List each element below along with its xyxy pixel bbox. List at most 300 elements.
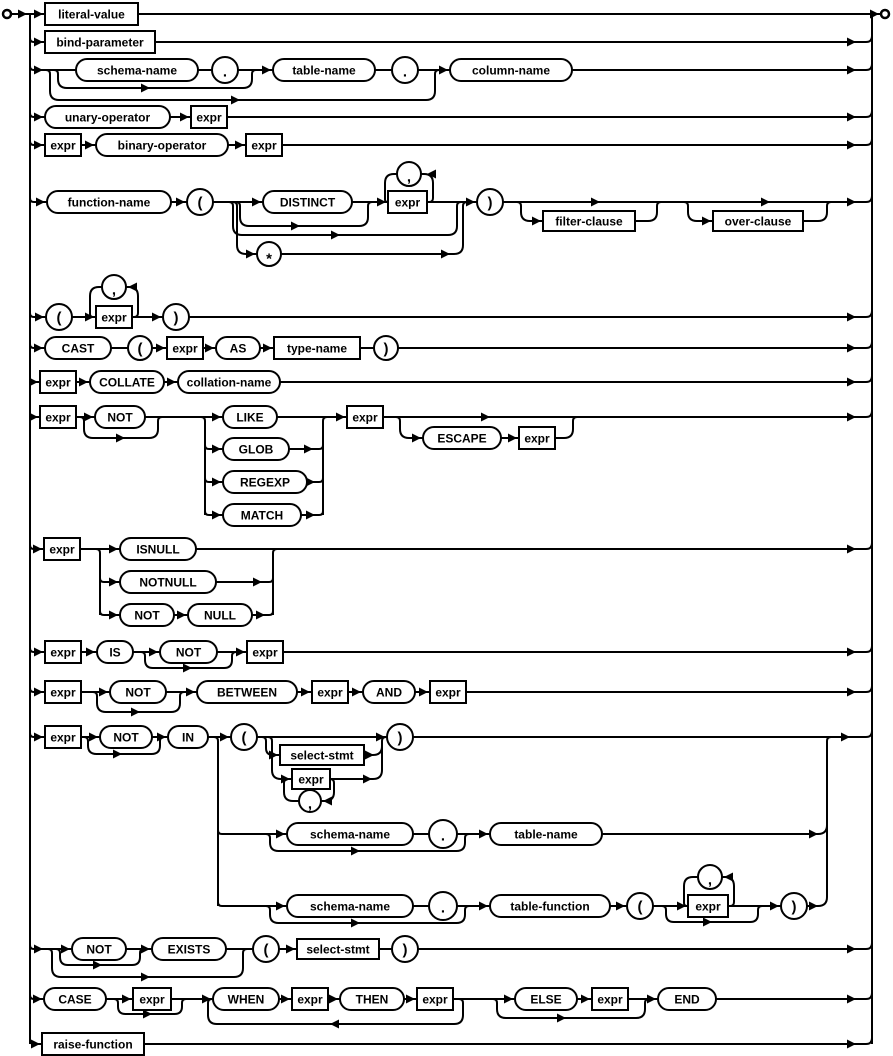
wire	[635, 202, 665, 221]
table-function-label: table-function	[510, 899, 590, 914]
not-pill	[160, 641, 217, 663]
arrowhead-icon	[262, 66, 271, 75]
close-paren-label: )	[791, 898, 797, 916]
unary-operator-pill	[45, 106, 170, 128]
select-stmt-label: select-stmt	[290, 748, 354, 763]
close-paren-node	[374, 336, 398, 360]
arrowhead-icon	[847, 995, 856, 1004]
arrowhead-icon	[306, 478, 315, 487]
expr-box	[40, 406, 76, 428]
expr-label: expr	[298, 772, 324, 787]
not-pill	[95, 406, 145, 428]
arrowhead-icon	[439, 66, 448, 75]
expr-box	[417, 988, 453, 1010]
notnull-label: NOTNULL	[139, 575, 197, 590]
and-pill	[363, 681, 415, 703]
else-pill	[515, 988, 577, 1010]
table-name-label: table-name	[292, 63, 356, 78]
expr-box	[96, 306, 132, 328]
isnull-label: ISNULL	[136, 542, 180, 557]
arrowhead-icon	[847, 38, 856, 47]
schema-name-label: schema-name	[309, 899, 391, 914]
arrowhead-icon	[156, 344, 165, 353]
between-pill	[197, 681, 297, 703]
arrowhead-icon	[351, 847, 360, 856]
arrowhead-icon	[330, 1020, 339, 1029]
expr-label: expr	[394, 195, 421, 210]
arrowhead-icon	[109, 545, 118, 554]
arrowhead-icon	[79, 378, 88, 387]
wire	[803, 202, 835, 221]
close-paren-node	[781, 893, 807, 919]
arrowhead-icon	[532, 217, 541, 226]
arrowhead-icon	[870, 10, 879, 19]
arrowhead-icon	[419, 688, 428, 697]
star-node	[257, 242, 281, 268]
arrowhead-icon	[34, 66, 43, 75]
expr-label: expr	[49, 542, 75, 557]
open-paren-node	[253, 936, 279, 962]
arrowhead-icon	[128, 283, 137, 292]
expr-label: expr	[45, 375, 71, 390]
arrowhead-icon	[581, 995, 590, 1004]
arrowhead-icon	[504, 995, 513, 1004]
arrowhead-icon	[703, 918, 712, 927]
arrowhead-icon	[109, 578, 118, 587]
open-paren-label: (	[56, 309, 62, 327]
arrowhead-icon	[466, 198, 475, 207]
terminus-node	[881, 10, 889, 18]
arrowhead-icon	[770, 902, 779, 911]
arrowhead-icon	[441, 250, 450, 259]
arrowhead-icon	[847, 413, 856, 422]
arrowhead-icon	[847, 313, 856, 322]
arrowhead-icon	[352, 688, 361, 697]
schema-name-pill	[287, 895, 413, 917]
arrowhead-icon	[291, 222, 300, 231]
arrowhead-icon	[724, 873, 733, 882]
dot-node	[429, 892, 457, 920]
expr-box	[430, 681, 466, 703]
open-paren-node	[231, 724, 257, 750]
collate-pill	[90, 371, 164, 393]
arrowhead-icon	[202, 995, 211, 1004]
table-name-pill	[490, 823, 602, 845]
arrowhead-icon	[34, 945, 43, 954]
schema-name-label: schema-name	[96, 63, 178, 78]
literal-value-box	[45, 3, 138, 25]
glob-pill	[223, 438, 289, 460]
close-paren-label: )	[397, 729, 403, 747]
distinct-pill	[263, 191, 352, 213]
in-pill	[168, 726, 208, 748]
expr-box	[40, 371, 76, 393]
dot-label: .	[440, 827, 446, 845]
expr-label: expr	[50, 645, 76, 660]
arrowhead-icon	[847, 688, 856, 697]
arrowhead-icon	[263, 344, 272, 353]
arrowhead-icon	[131, 708, 140, 717]
binary-operator-label: binary-operator	[117, 138, 207, 153]
expr-box	[246, 134, 282, 156]
expr-label: expr	[252, 645, 278, 660]
wire	[282, 133, 872, 145]
comma-label: ,	[307, 795, 313, 813]
table-name-pill	[273, 59, 375, 81]
expr-label: expr	[695, 899, 721, 914]
arrowhead-icon	[479, 902, 488, 911]
arrowhead-icon	[301, 688, 310, 697]
wire	[413, 725, 872, 737]
wire	[555, 417, 581, 438]
arrowhead-icon	[205, 344, 214, 353]
arrowhead-icon	[809, 830, 818, 839]
expr-label: expr	[317, 685, 343, 700]
expr-box	[167, 337, 203, 359]
function-name-label: function-name	[67, 195, 151, 210]
arrowhead-icon	[34, 688, 43, 697]
arrowhead-icon	[149, 648, 158, 657]
arrowhead-icon	[61, 945, 70, 954]
arrowhead-icon	[616, 902, 625, 911]
match-pill	[223, 504, 301, 526]
close-paren-node	[387, 724, 413, 750]
wire	[503, 190, 872, 202]
close-paren-node	[163, 304, 189, 330]
arrowhead-icon	[847, 648, 856, 657]
expr-box	[519, 427, 555, 449]
and-label: AND	[376, 685, 402, 700]
wire	[807, 745, 827, 906]
arrowhead-icon	[336, 413, 345, 422]
cast-label: CAST	[61, 341, 95, 356]
arrowhead-icon	[306, 511, 315, 520]
exists-pill	[152, 938, 226, 960]
arrowhead-icon	[35, 313, 44, 322]
comma-node	[102, 275, 126, 299]
arrowhead-icon	[329, 995, 338, 1004]
notnull-pill	[120, 571, 216, 593]
wire	[680, 202, 713, 221]
open-paren-label: (	[263, 941, 269, 959]
expr-label: expr	[251, 138, 277, 153]
terminus-node	[3, 10, 11, 18]
over-clause-label: over-clause	[724, 214, 792, 229]
expr-box	[247, 641, 283, 663]
arrowhead-icon	[252, 198, 261, 207]
not-pill	[110, 681, 166, 703]
arrowhead-icon	[141, 84, 150, 93]
not-label: NOT	[113, 730, 139, 745]
comma-node	[698, 865, 722, 889]
arrowhead-icon	[186, 688, 195, 697]
column-name-pill	[450, 59, 572, 81]
arrowhead-icon	[141, 973, 150, 982]
not-pill	[72, 938, 126, 960]
distinct-label: DISTINCT	[279, 195, 336, 210]
arrowhead-icon	[286, 945, 295, 954]
arrowhead-icon	[34, 648, 43, 657]
arrowhead-icon	[351, 919, 360, 928]
wire	[418, 937, 872, 949]
when-label: WHEN	[227, 992, 265, 1007]
wire	[383, 405, 872, 417]
close-paren-node	[392, 936, 418, 962]
arrowhead-icon	[152, 313, 161, 322]
then-pill	[340, 988, 404, 1010]
not-label: NOT	[175, 645, 202, 660]
expr-label: expr	[50, 730, 76, 745]
expr-box	[133, 988, 171, 1010]
arrowhead-icon	[176, 198, 185, 207]
is-label: IS	[109, 645, 121, 660]
arrowhead-icon	[34, 10, 43, 19]
arrowhead-icon	[34, 38, 43, 47]
arrowhead-icon	[481, 413, 490, 422]
arrowhead-icon	[116, 434, 125, 443]
arrowhead-icon	[281, 995, 290, 1004]
arrowhead-icon	[847, 198, 856, 207]
wire	[602, 737, 835, 834]
expr-label: expr	[435, 685, 461, 700]
expr-box	[45, 726, 81, 748]
when-pill	[213, 988, 279, 1010]
as-label: AS	[229, 341, 247, 356]
as-pill	[216, 337, 260, 359]
arrowhead-icon	[508, 434, 517, 443]
expr-box	[292, 769, 330, 789]
between-label: BETWEEN	[217, 685, 277, 700]
wire	[227, 105, 872, 117]
expr-label: expr	[172, 341, 198, 356]
expr-box	[592, 988, 628, 1010]
expr-box	[44, 538, 80, 560]
dot-label: .	[402, 63, 408, 81]
open-paren-node	[46, 304, 72, 330]
type-name-label: type-name	[286, 341, 348, 356]
arrowhead-icon	[246, 250, 255, 259]
arrowhead-icon	[177, 611, 186, 620]
wire	[513, 202, 543, 221]
expr-box	[45, 681, 81, 703]
not-label: NOT	[107, 410, 133, 425]
schema-name-pill	[76, 59, 198, 81]
arrowhead-icon	[212, 445, 221, 454]
not-label: NOT	[134, 608, 160, 623]
else-label: ELSE	[530, 992, 562, 1007]
arrowhead-icon	[253, 578, 262, 587]
comma-node	[397, 162, 421, 186]
collate-label: COLLATE	[99, 375, 155, 390]
arrowhead-icon	[647, 995, 656, 1004]
expr-box	[388, 191, 427, 213]
wire	[398, 336, 872, 348]
isnull-pill	[120, 538, 196, 560]
wire	[466, 680, 872, 692]
arrowhead-icon	[269, 751, 278, 760]
expr-box	[45, 641, 81, 663]
function-name-pill	[47, 191, 171, 213]
expr-label: expr	[196, 110, 222, 125]
wire	[196, 537, 872, 549]
arrowhead-icon	[157, 733, 166, 742]
schema-name-label: schema-name	[309, 827, 391, 842]
arrowhead-icon	[236, 648, 245, 657]
select-stmt-label: select-stmt	[306, 942, 370, 957]
expr-box	[347, 406, 383, 428]
arrowhead-icon	[34, 141, 43, 150]
comma-label: ,	[707, 871, 713, 889]
filter-clause-label: filter-clause	[555, 214, 623, 229]
arrowhead-icon	[113, 750, 122, 759]
arrowhead-icon	[220, 733, 229, 742]
case-label: CASE	[58, 992, 92, 1007]
select-stmt-box	[297, 939, 379, 959]
wire	[283, 640, 872, 652]
arrowhead-icon	[323, 797, 332, 806]
end-label: END	[674, 992, 700, 1007]
match-label: MATCH	[240, 508, 284, 523]
expr-box	[191, 106, 227, 128]
arrowhead-icon	[281, 775, 290, 784]
escape-label: ESCAPE	[437, 431, 487, 446]
arrowhead-icon	[29, 378, 38, 387]
comma-label: ,	[111, 281, 117, 299]
expr-box	[312, 681, 348, 703]
wire	[197, 417, 205, 515]
end-pill	[658, 988, 716, 1010]
arrowhead-icon	[847, 545, 856, 554]
regexp-pill	[223, 471, 307, 493]
arrowhead-icon	[847, 945, 856, 954]
arrowhead-icon	[256, 611, 265, 620]
expr-label: expr	[45, 410, 71, 425]
not-pill	[100, 726, 152, 748]
arrowhead-icon	[809, 902, 818, 911]
arrowhead-icon	[479, 830, 488, 839]
arrowhead-icon	[141, 945, 150, 954]
arrowhead-icon	[212, 511, 221, 520]
arrowhead-icon	[235, 141, 244, 150]
escape-pill	[423, 427, 501, 449]
wire	[216, 574, 273, 582]
collation-name-label: collation-name	[186, 375, 272, 390]
arrowhead-icon	[33, 995, 42, 1004]
arrowhead-icon	[33, 545, 42, 554]
arrowhead-icon	[365, 751, 374, 760]
dot-node	[212, 57, 238, 83]
open-paren-label: (	[241, 729, 247, 747]
arrowhead-icon	[331, 231, 340, 240]
arrowhead-icon	[109, 611, 118, 620]
in-label: IN	[182, 730, 194, 745]
arrowhead-icon	[34, 733, 43, 742]
open-paren-label: (	[197, 194, 203, 212]
arrowhead-icon	[18, 10, 27, 19]
expr-label: expr	[597, 992, 623, 1007]
arrowhead-icon	[34, 113, 43, 122]
arrowhead-icon	[847, 66, 856, 75]
expr-label: expr	[101, 310, 127, 325]
arrowhead-icon	[31, 1040, 40, 1049]
wire	[155, 30, 872, 42]
filter-clause-box	[543, 211, 635, 231]
arrowhead-icon	[85, 141, 94, 150]
table-function-pill	[490, 895, 610, 917]
bind-parameter-box	[45, 31, 155, 53]
close-paren-label: )	[383, 340, 389, 358]
arrowhead-icon	[276, 830, 285, 839]
arrowhead-icon	[167, 378, 176, 387]
like-pill	[223, 406, 277, 428]
null-label: NULL	[204, 608, 236, 623]
wire	[572, 58, 872, 70]
arrowhead-icon	[29, 413, 38, 422]
open-paren-label: (	[637, 898, 643, 916]
arrowhead-icon	[93, 961, 102, 970]
arrowhead-icon	[276, 902, 285, 911]
close-paren-label: )	[487, 194, 493, 212]
wire	[189, 305, 872, 317]
arrowhead-icon	[406, 995, 415, 1004]
wire	[92, 549, 100, 615]
expr-label: expr	[50, 138, 76, 153]
expr-label: expr	[139, 992, 165, 1007]
arrowhead-icon	[376, 733, 385, 742]
arrowhead-icon	[99, 688, 108, 697]
wire	[323, 417, 331, 515]
over-clause-box	[713, 211, 803, 231]
wire	[144, 1032, 872, 1044]
raise-function-box	[42, 1033, 144, 1055]
arrowhead-icon	[183, 664, 192, 673]
exists-label: EXISTS	[167, 942, 211, 957]
open-paren-node	[187, 189, 213, 215]
arrowhead-icon	[847, 113, 856, 122]
bind-parameter-label: bind-parameter	[56, 35, 144, 50]
null-pill	[188, 604, 252, 626]
collation-name-pill	[178, 371, 280, 393]
expr-box	[45, 134, 81, 156]
star-label: *	[266, 250, 272, 268]
type-name-box	[274, 337, 360, 359]
close-paren-label: )	[173, 309, 179, 327]
arrowhead-icon	[231, 96, 240, 105]
open-paren-node	[627, 893, 653, 919]
arrowhead-icon	[84, 413, 93, 422]
arrowhead-icon	[591, 198, 600, 207]
like-label: LIKE	[236, 410, 264, 425]
wire	[280, 370, 872, 382]
not-pill	[120, 604, 174, 626]
expr-label: expr	[50, 685, 76, 700]
expr-label: expr	[297, 992, 323, 1007]
then-label: THEN	[355, 992, 389, 1007]
literal-value-label: literal-value	[58, 7, 125, 22]
wire	[273, 549, 281, 615]
close-paren-node	[477, 189, 503, 215]
arrowhead-icon	[847, 141, 856, 150]
dot-label: .	[222, 63, 228, 81]
is-pill	[97, 641, 133, 663]
arrowhead-icon	[841, 733, 850, 742]
arrowhead-icon	[412, 434, 421, 443]
cast-pill	[45, 337, 111, 359]
binary-operator-pill	[96, 134, 228, 156]
expr-label: expr	[352, 410, 378, 425]
arrowhead-icon	[304, 445, 313, 454]
not-label: NOT	[86, 942, 112, 957]
